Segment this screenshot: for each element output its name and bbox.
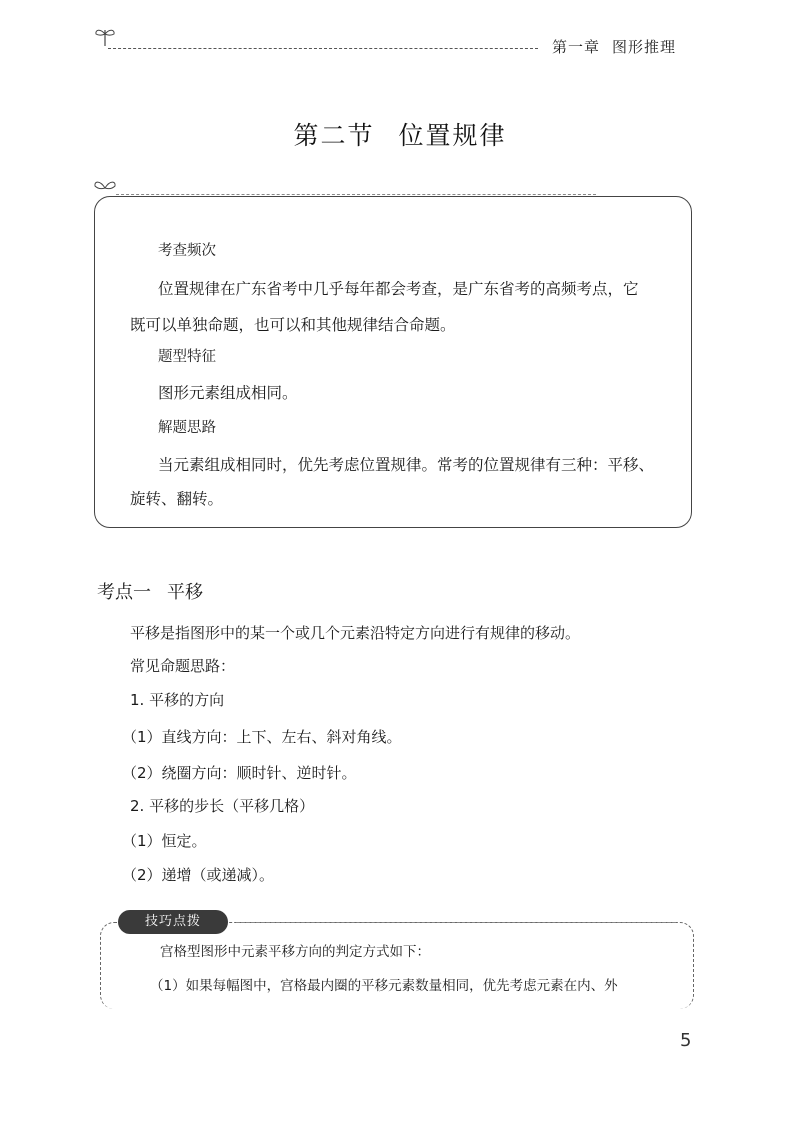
topic-title: 平移 xyxy=(167,582,203,603)
section-title: 位置规律 xyxy=(398,121,507,150)
approach-heading: 解题思路 xyxy=(158,420,216,436)
page-number: 5 xyxy=(680,1030,692,1051)
freq-text-1: 位置规律在广东省考中几乎每年都会考查，是广东省考的高频考点，它 xyxy=(158,280,639,298)
tip-box xyxy=(100,922,694,1009)
tip-line-1: 宫格型图形中元素平移方向的判定方式如下： xyxy=(160,944,430,960)
list-item: （2）绕圈方向：顺时针、逆时针。 xyxy=(122,764,357,782)
summary-box-dash xyxy=(116,194,596,195)
tip-line-2: （1）如果每幅图中，宫格最内圈的平移元素数量相同，优先考虑元素在内、外 xyxy=(150,978,618,994)
chapter-title: 图形推理 xyxy=(612,38,677,56)
list-item: （2）递增（或递减）。 xyxy=(122,866,275,884)
feature-text: 图形元素组成相同。 xyxy=(158,384,298,402)
section-number: 第二节 xyxy=(293,121,375,150)
running-header xyxy=(552,36,688,57)
list-item: （1）恒定。 xyxy=(122,832,207,850)
page-title xyxy=(0,116,800,152)
tip-label: 技巧点拨 xyxy=(118,910,228,934)
topic-heading xyxy=(97,578,203,604)
list-item: （1）直线方向：上下、左右、斜对角线。 xyxy=(122,728,402,746)
leaf-icon xyxy=(92,174,118,196)
list-item: 2. 平移的步长（平移几格） xyxy=(130,797,315,815)
common-heading: 常见命题思路： xyxy=(130,657,236,675)
approach-text-1: 当元素组成相同时，优先考虑位置规律。常考的位置规律有三种：平移、 xyxy=(158,456,655,474)
topic-intro: 平移是指图形中的某一个或几个元素沿特定方向进行有规律的移动。 xyxy=(130,624,581,642)
list-item: 1. 平移的方向 xyxy=(130,691,225,709)
topic-number: 考点一 xyxy=(97,582,151,603)
feature-heading: 题型特征 xyxy=(158,349,216,365)
freq-text-2: 既可以单独命题，也可以和其他规律结合命题。 xyxy=(130,316,456,334)
tip-box-dash xyxy=(236,922,676,923)
approach-text-2: 旋转、翻转。 xyxy=(130,490,224,508)
chapter-number: 第一章 xyxy=(552,38,601,56)
freq-heading: 考查频次 xyxy=(158,243,216,259)
header-divider xyxy=(108,48,538,49)
